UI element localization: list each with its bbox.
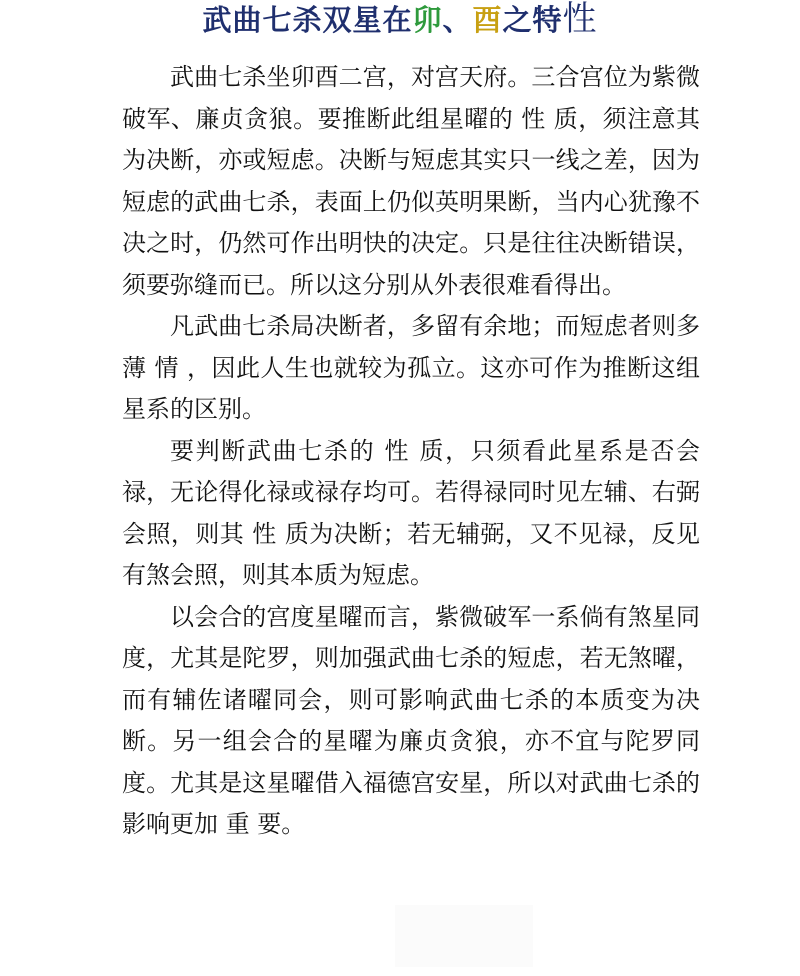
title-separator: 、 (442, 3, 473, 37)
title-part-2: 之特 (502, 3, 563, 37)
title-you: 酉 (472, 3, 503, 37)
page-title (0, 0, 800, 42)
paragraph-3: 要判断武曲七杀的 性 质，只须看此星系是否会禄，无论得化禄或禄存均可。若得禄同时见左辅、右弼会照，则其 性 质为决断；若无辅弼，又不见禄，反见有煞会照，则其本质为短虑。 (122, 436, 700, 589)
faint-background-block (395, 905, 533, 967)
paragraph-1: 武曲七杀坐卯酉二宫，对宫天府。三合宫位为紫微破军、廉贞贪狼。要推断此组星曜的 性 质，须注意其为决断，亦或短虑。决断与短虑其实只一线之差，因为短虑的武曲七杀，表面上仍似英明果断，当内心犹豫不决之时，仍然可作出明快的决定。只是往往决断错误，须要弥缝而已。所以这分别从外表很难看得出。 (122, 63, 700, 299)
paragraph-2: 凡武曲七杀局决断者，多留有余地；而短虑者则多薄 情 ，因此人生也就较为孤立。这亦可作为推断这组星系的区别。 (122, 312, 700, 423)
title-mao: 卯 (412, 3, 443, 37)
paragraph-4: 以会合的宫度星曜而言，紫微破军一系倘有煞星同度，尤其是陀罗，则加强武曲七杀的短虑，若无煞曜，而有辅佐诸曜同会，则可影响武曲七杀的本质变为决断。另一组会合的星曜为廉贞贪狼，亦不宜与陀罗同度。尤其是这星曜借入福德宫安星，所以对武曲七杀的影响更加 重 要。 (122, 602, 700, 838)
title-part-1: 武曲七杀双星在 (202, 3, 413, 37)
title-xing: 性 (562, 0, 598, 39)
article-body (122, 57, 700, 846)
